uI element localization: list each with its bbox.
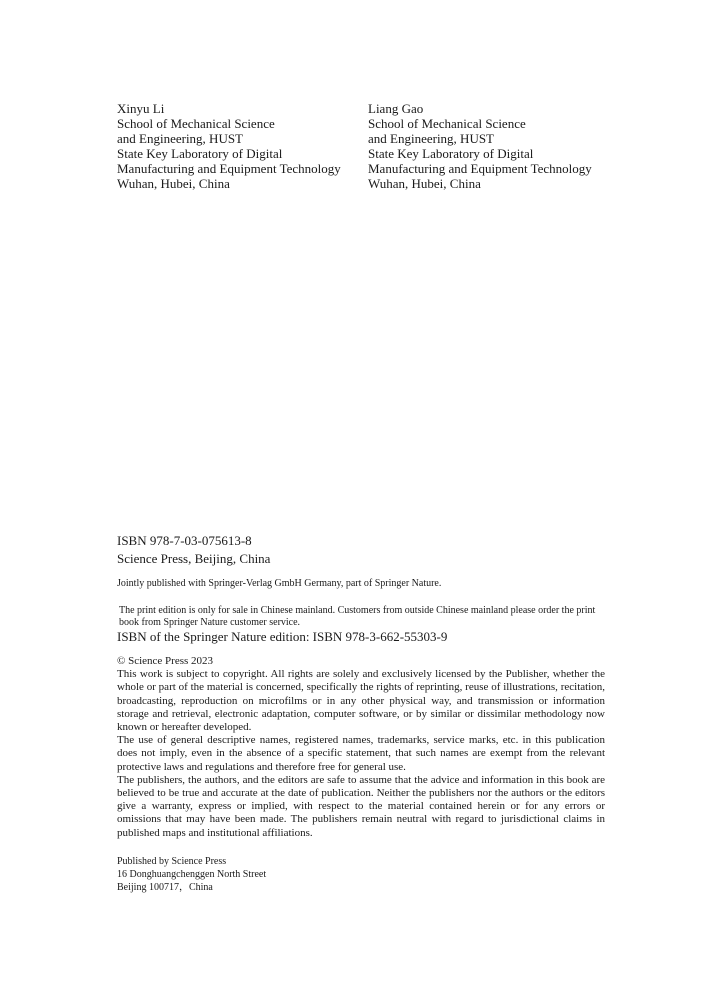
joint-publication-note: Jointly published with Springer-Verlag GmbH Germany, part of Springer Nature.	[117, 578, 442, 589]
affiliation-line: and Engineering, HUST	[117, 131, 244, 146]
affiliation-line: Wuhan, Hubei, China	[117, 176, 230, 191]
isbn-number: ISBN 978-7-03-075613-8	[117, 533, 252, 548]
author-name: Liang Gao	[368, 101, 424, 116]
publisher-address-line: Published by Science Press	[117, 856, 227, 867]
affiliation-line: State Key Laboratory of Digital	[368, 146, 534, 161]
affiliation-line: Manufacturing and Equipment Technology	[368, 161, 592, 176]
affiliation-line: State Key Laboratory of Digital	[117, 146, 283, 161]
copyright-notice: © Science Press 2023	[117, 655, 214, 667]
publisher-address	[117, 855, 266, 894]
copyright-block	[117, 655, 605, 840]
affiliation-line: and Engineering, HUST	[368, 131, 495, 146]
copyright-paragraph: The publishers, the authors, and the editors are safe to assume that the advice and information in this book are believed to be true and accurate at the date of publication. Neither the publishers nor the authors or the editors give a warranty, express or implied, with respect to the material contained herein or for any errors or omissions that may have been made. The publishers remain neutral with regard to jurisdictional claims in published maps and institutional affiliations.	[117, 773, 605, 839]
print-edition-note: The print edition is only for sale in Chinese mainland. Customers from outside Chinese mainland please order the print book from Springer Nature customer service.	[119, 605, 596, 628]
author-name: Xinyu Li	[117, 101, 165, 116]
publisher-address-line: Beijing 100717，China	[117, 882, 213, 893]
copyright-paragraph: The use of general descriptive names, registered names, trademarks, service marks, etc. in this publication does not imply, even in the absence of a specific statement, that such names are exempt from the relevant protective laws and regulations and therefore free for general use.	[117, 734, 605, 773]
isbn-block	[117, 532, 607, 568]
author-block-liang-gao	[368, 101, 617, 191]
publisher-address-line: 16 Donghuangchenggen North Street	[117, 869, 267, 880]
author-affiliations	[117, 101, 617, 191]
copyright-paragraph: This work is subject to copyright. All rights are solely and exclusively licensed by the Publisher, whether the whole or part of the material is concerned, specifically the rights of reprinting, reuse of illustrations, recitation, broadcasting, reproduction on microfilms or in any other physical way, and transmission or information storage and retrieval, electronic adaptation, computer software, or by similar or dissimilar methodology now known or hereafter developed.	[117, 668, 605, 734]
springer-isbn: ISBN of the Springer Nature edition: ISBN 978-3-662-55303-9	[117, 629, 448, 644]
isbn-publisher-line: Science Press, Beijing, China	[117, 551, 271, 566]
author-block-xinyu-li	[117, 101, 368, 191]
affiliation-line: School of Mechanical Science	[368, 116, 526, 131]
affiliation-line: Manufacturing and Equipment Technology	[117, 161, 341, 176]
affiliation-line: Wuhan, Hubei, China	[368, 176, 481, 191]
affiliation-line: School of Mechanical Science	[117, 116, 275, 131]
